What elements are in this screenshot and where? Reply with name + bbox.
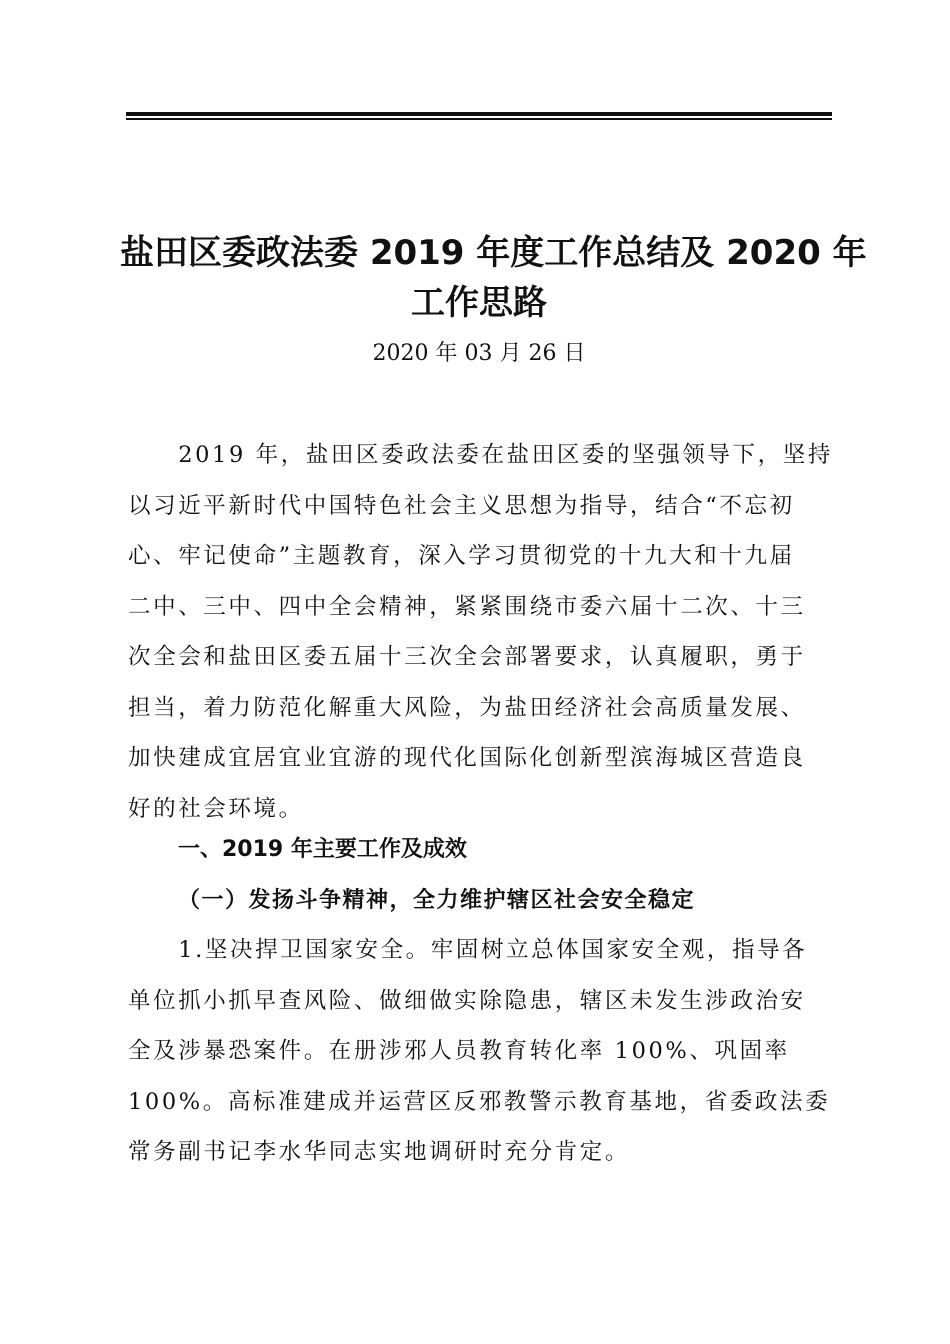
paragraph-line: 常务副书记李水华同志实地调研时充分肯定。 <box>128 1139 631 1165</box>
paragraph-line: 二中、三中、四中全会精神，紧紧围绕市委六届十二次、十三 <box>128 593 806 620</box>
title-line-1: 盐田区委政法委 2019 年度工作总结及 2020 年 <box>120 233 867 273</box>
paragraph-line: 担当，着力防范化解重大风险，为盐田经济社会高质量发展、 <box>128 694 806 721</box>
paragraph-line: 加快建成宜居宜业宜游的现代化国际化创新型滨海城区营造良 <box>128 745 806 771</box>
paragraph-line: 1.坚决捍卫国家安全。牢固树立总体国家安全观，指导各 <box>128 937 808 963</box>
paragraph-line: 次全会和盐田区委五届十三次全会部署要求，认真履职，勇于 <box>128 644 806 670</box>
document-title <box>120 228 867 328</box>
header-rule-thick <box>126 112 832 116</box>
intro-paragraph <box>128 430 834 834</box>
paragraph-line: 心、牢记使命”主题教育，深入学习贯彻党的十九大和十九届 <box>128 543 795 569</box>
paragraph-line: 以习近平新时代中国特色社会主义思想为指导，结合“不忘初 <box>128 492 795 519</box>
title-line-2: 工作思路 <box>411 283 547 323</box>
document-date: 2020 年 03 月 26 日 <box>372 341 586 366</box>
paragraph-line: 2019 年，盐田区委政法委在盐田区委的坚强领导下，坚持 <box>128 442 833 468</box>
section-heading: 一、2019 年主要工作及成效 <box>178 837 467 862</box>
paragraph-line: 100%。高标准建成并运营区反邪教警示教育基地，省委政法委 <box>128 1088 831 1115</box>
paragraph-line: 单位抓小抓早查风险、做细做实除隐患，辖区未发生涉政治安 <box>128 987 806 1014</box>
header-rule-thin <box>126 118 832 120</box>
item-1-paragraph <box>128 925 834 1178</box>
paragraph-line: 全及涉暴恐案件。在册涉邪人员教育转化率 100%、巩固率 <box>128 1038 790 1064</box>
subsection-heading: （一）发扬斗争精神，全力维护辖区社会安全稳定 <box>178 887 696 913</box>
paragraph-line: 好的社会环境。 <box>128 795 304 822</box>
